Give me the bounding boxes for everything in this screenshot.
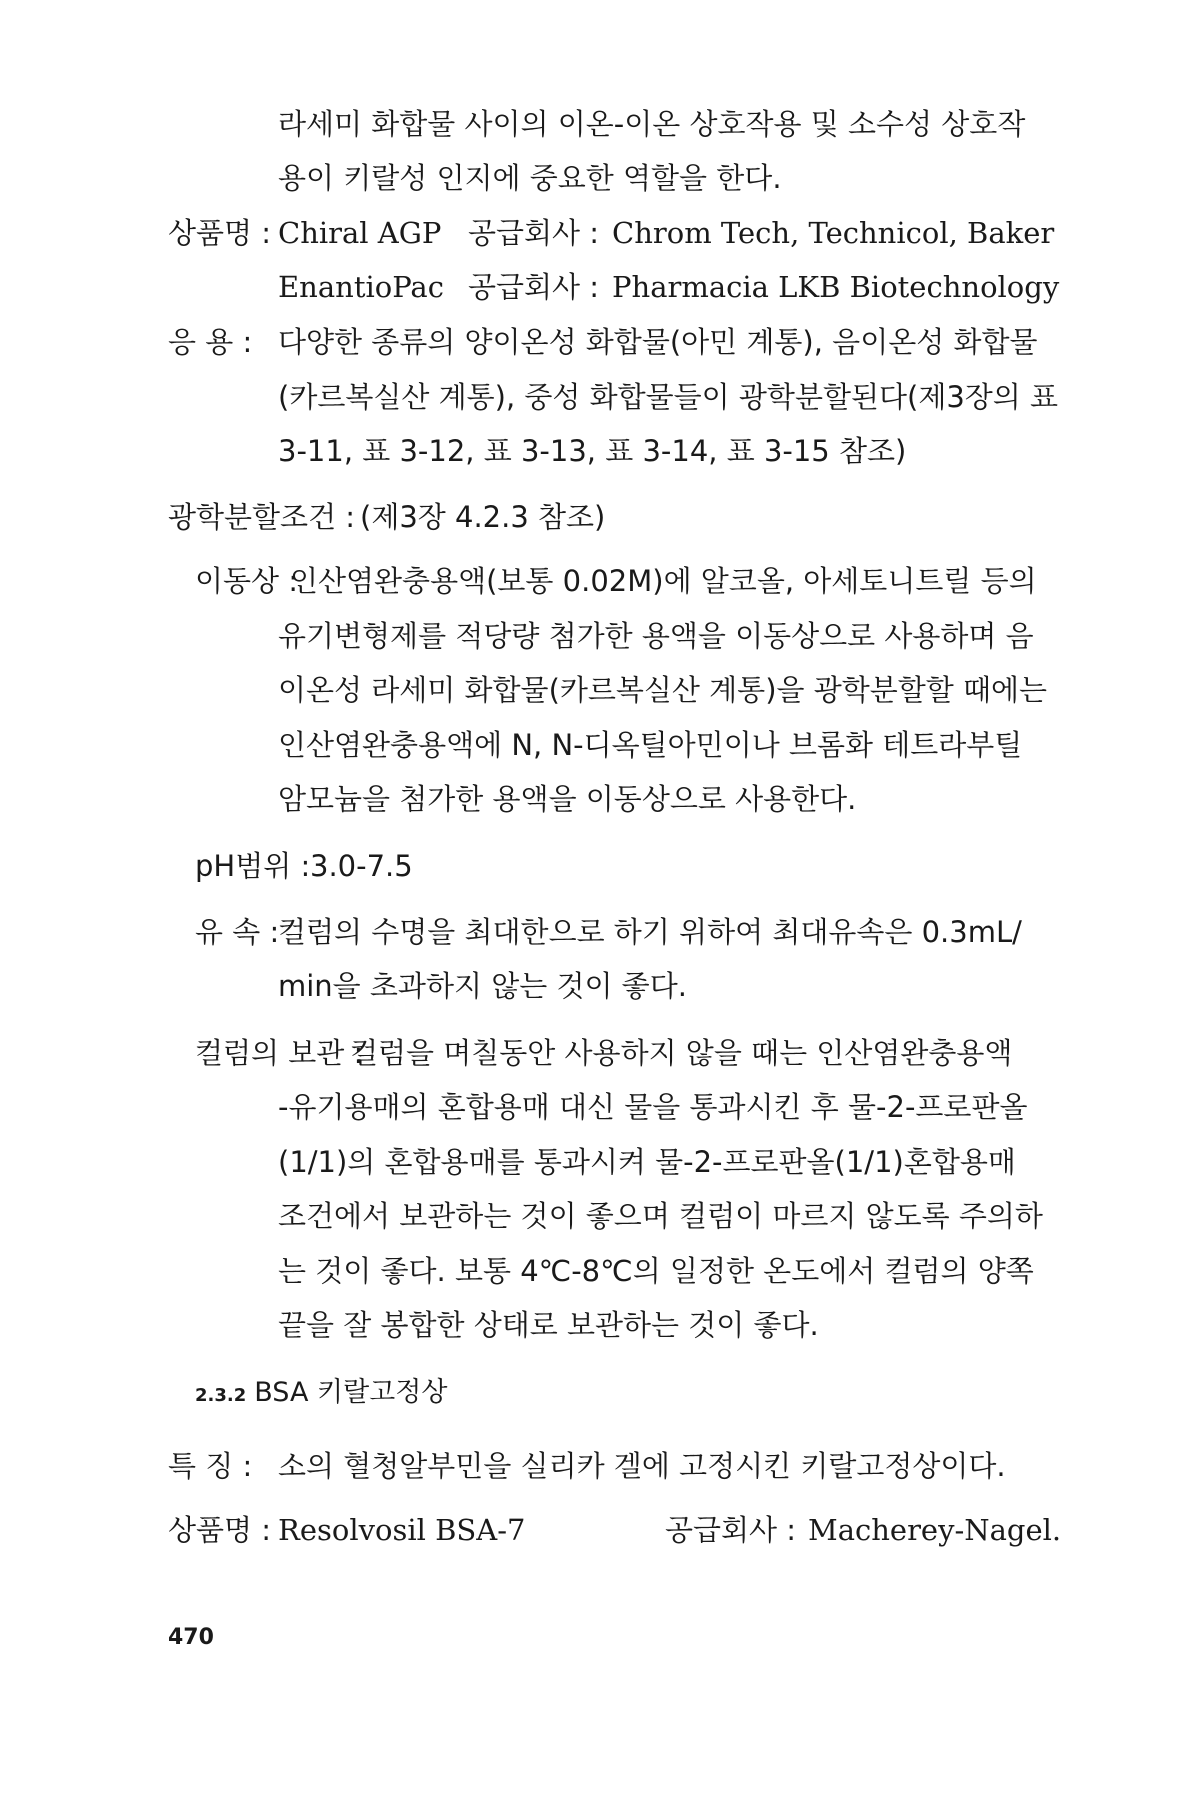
storage-label: 컬럼의 보관 : [195, 1036, 364, 1070]
ph-range-label: pH범위 : [195, 849, 311, 883]
mobile-phase-line-3: 이온성 라세미 화합물(카르복실산 계통)을 광학분할할 때에는 [278, 673, 1048, 707]
application-line-2: (카르복실산 계통), 중성 화합물들이 광학분할된다(제3장의 표 [278, 380, 1059, 414]
supplier-label: 공급회사 : [468, 216, 600, 250]
feature-label: 특 징 : [168, 1449, 253, 1483]
supplier-name: Macherey-Nagel. [808, 1513, 1062, 1547]
product-name: EnantioPac [278, 270, 444, 304]
separation-conditions-value: (제3장 4.2.3 참조) [360, 500, 606, 534]
section-heading [195, 1373, 447, 1416]
product-label: 상품명 : [168, 1513, 272, 1547]
product-label: 상품명 : [168, 216, 272, 250]
storage-line-6: 끝을 잘 봉합한 상태로 보관하는 것이 좋다. [278, 1308, 819, 1342]
intro-line-1: 라세미 화합물 사이의 이온-이온 상호작용 및 소수성 상호작 [278, 107, 1026, 141]
section-number: 2.3.2 [195, 1385, 247, 1406]
supplier-name: Chrom Tech, Technicol, Baker [612, 216, 1055, 250]
storage-line-1: 컬럼을 며칠동안 사용하지 않을 때는 인산염완충용액 [350, 1036, 1013, 1070]
storage-line-4: 조건에서 보관하는 것이 좋으며 컬럼이 마르지 않도록 주의하 [278, 1199, 1043, 1233]
mobile-phase-line-1: 인산염완충용액(보통 0.02M)에 알코올, 아세토니트릴 등의 [290, 564, 1037, 598]
mobile-phase-label: 이동상 : [195, 564, 299, 598]
application-line-3: 3-11, 표 3-12, 표 3-13, 표 3-14, 표 3-15 참조) [278, 434, 907, 468]
section-title: BSA 키랄고정상 [254, 1377, 448, 1408]
supplier-name: Pharmacia LKB Biotechnology [612, 270, 1060, 304]
separation-conditions-label: 광학분할조건 : [168, 500, 356, 534]
flow-rate-line-1: 컬럼의 수명을 최대한으로 하기 위하여 최대유속은 0.3mL/ [278, 915, 1022, 949]
storage-line-5: 는 것이 좋다. 보통 4℃-8℃의 일정한 온도에서 컬럼의 양쪽 [278, 1254, 1034, 1288]
flow-rate-line-2: min을 초과하지 않는 것이 좋다. [278, 969, 687, 1003]
supplier-label: 공급회사 : [468, 270, 600, 304]
application-line-1: 다양한 종류의 양이온성 화합물(아민 계통), 음이온성 화합물 [278, 325, 1038, 359]
feature-value: 소의 혈청알부민을 실리카 겔에 고정시킨 키랄고정상이다. [278, 1449, 1006, 1483]
page-number: 470 [168, 1625, 214, 1650]
storage-line-3: (1/1)의 혼합용매를 통과시켜 물-2-프로판올(1/1)혼합용매 [278, 1145, 1016, 1179]
mobile-phase-line-2: 유기변형제를 적당량 첨가한 용액을 이동상으로 사용하며 음 [278, 619, 1034, 653]
supplier-label: 공급회사 : [665, 1513, 797, 1547]
product-name: Resolvosil BSA-7 [278, 1513, 526, 1547]
storage-line-2: -유기용매의 혼합용매 대신 물을 통과시킨 후 물-2-프로판올 [278, 1090, 1028, 1124]
intro-line-2: 용이 키랄성 인지에 중요한 역할을 한다. [278, 161, 782, 195]
mobile-phase-line-5: 암모늄을 첨가한 용액을 이동상으로 사용한다. [278, 782, 857, 816]
ph-range-value: 3.0-7.5 [310, 849, 413, 883]
mobile-phase-line-4: 인산염완충용액에 N, N-디옥틸아민이나 브롬화 테트라부틸 [278, 728, 1023, 762]
flow-rate-label: 유 속 : [195, 915, 280, 949]
application-label: 응 용 : [168, 325, 253, 359]
product-name: Chiral AGP [278, 216, 442, 250]
